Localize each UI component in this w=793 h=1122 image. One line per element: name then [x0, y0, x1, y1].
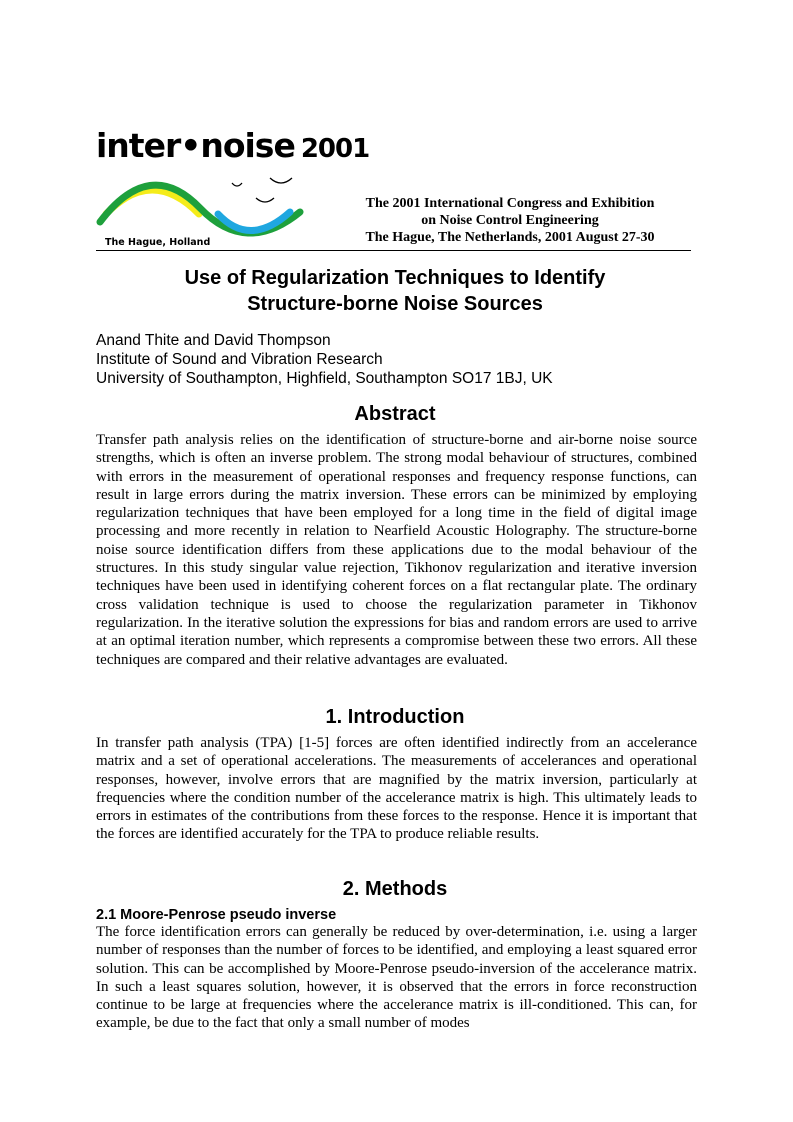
paper-title: [96, 265, 694, 317]
methods-subheading: 2.1 Moore-Penrose pseudo inverse: [96, 907, 337, 923]
conference-line-3: The Hague, The Netherlands, 2001 August 27-30: [365, 230, 655, 245]
author-names: Anand Thite and David Thompson: [96, 332, 331, 349]
methods-text: The force identification errors can generally be reduced by over-determination, i.e. using a larger number of responses than the number of forces to be identified, and employing a least squared error solution. This can be accomplished by Moore-Penrose pseudo-inversion of the accelerance matrix. In such a least squares solution, however, it is observed that the errors in force reconstruction continue to be large at frequencies where the accelerance matrix is ill-conditioned. This can, for example, be due to the fact that only a small number of modes: [96, 924, 697, 1032]
logo-year: 2001: [300, 134, 370, 164]
author-institute: Institute of Sound and Vibration Research: [96, 351, 383, 368]
introduction-heading: 1. Introduction: [325, 706, 465, 728]
paper-title-line-1: Use of Regularization Techniques to Identify: [184, 267, 606, 289]
logo-name: inter•noise: [96, 126, 295, 165]
author-address: University of Southampton, Highfield, Southampton SO17 1BJ, UK: [96, 370, 553, 387]
abstract-text: Transfer path analysis relies on the identification of structure-borne and air-borne noise source strengths, which is often an inverse problem. The strong modal behaviour of structures, combined with errors in the measurement of operational responses and frequency response functions, can result in large errors during the matrix inversion. These errors can be minimized by employing regularization techniques that have been employed for a long time in the field of digital image processing and more recently in relation to Nearfield Acoustic Holography. The structure-borne noise source identification differs from these applications due to the modal behaviour of the structures. In this study singular value rejection, Tikhonov regularization and iterative inversion techniques have been used in identifying coherent forces on a flat rectangular plate. The ordinary cross validation technique is used to choose the regularization parameter in Tikhonov regularization. In the iterative solution the expressions for bias and random errors are used to arrive at an optimal iteration number, which represents a compromise between these two errors. All these techniques are compared and their relative advantages are evaluated.: [96, 432, 697, 668]
introduction-text: In transfer path analysis (TPA) [1-5] forces are often identified indirectly from an accelerance matrix and a set of operational accelerations. The measurements of accelerances and operational responses, however, involve errors that are magnified by the matrix inversion, particularly at frequencies where the condition number of the accelerance matrix is high. This ultimately leads to errors in estimates of the contributions from these forces to the response. Hence it is important that the forces are identified accurately for the TPA to produce reliable results.: [96, 735, 697, 843]
header-rule: [96, 250, 691, 251]
author-block: [96, 331, 553, 388]
conference-info: [330, 195, 690, 246]
conference-logo: [96, 126, 370, 252]
logo-place: The Hague, Holland: [105, 237, 211, 248]
conference-line-1: The 2001 International Congress and Exhibition: [365, 196, 655, 211]
logo-bird-small: [232, 183, 242, 186]
logo-bird-middle: [256, 198, 274, 202]
abstract-heading: Abstract: [354, 403, 436, 425]
logo-bird-large: [270, 178, 292, 183]
methods-heading: 2. Methods: [342, 878, 448, 900]
logo-waves-graphic: [96, 126, 336, 252]
paper-title-line-2: Structure-borne Noise Sources: [247, 293, 543, 315]
conference-line-2: on Noise Control Engineering: [421, 213, 599, 228]
